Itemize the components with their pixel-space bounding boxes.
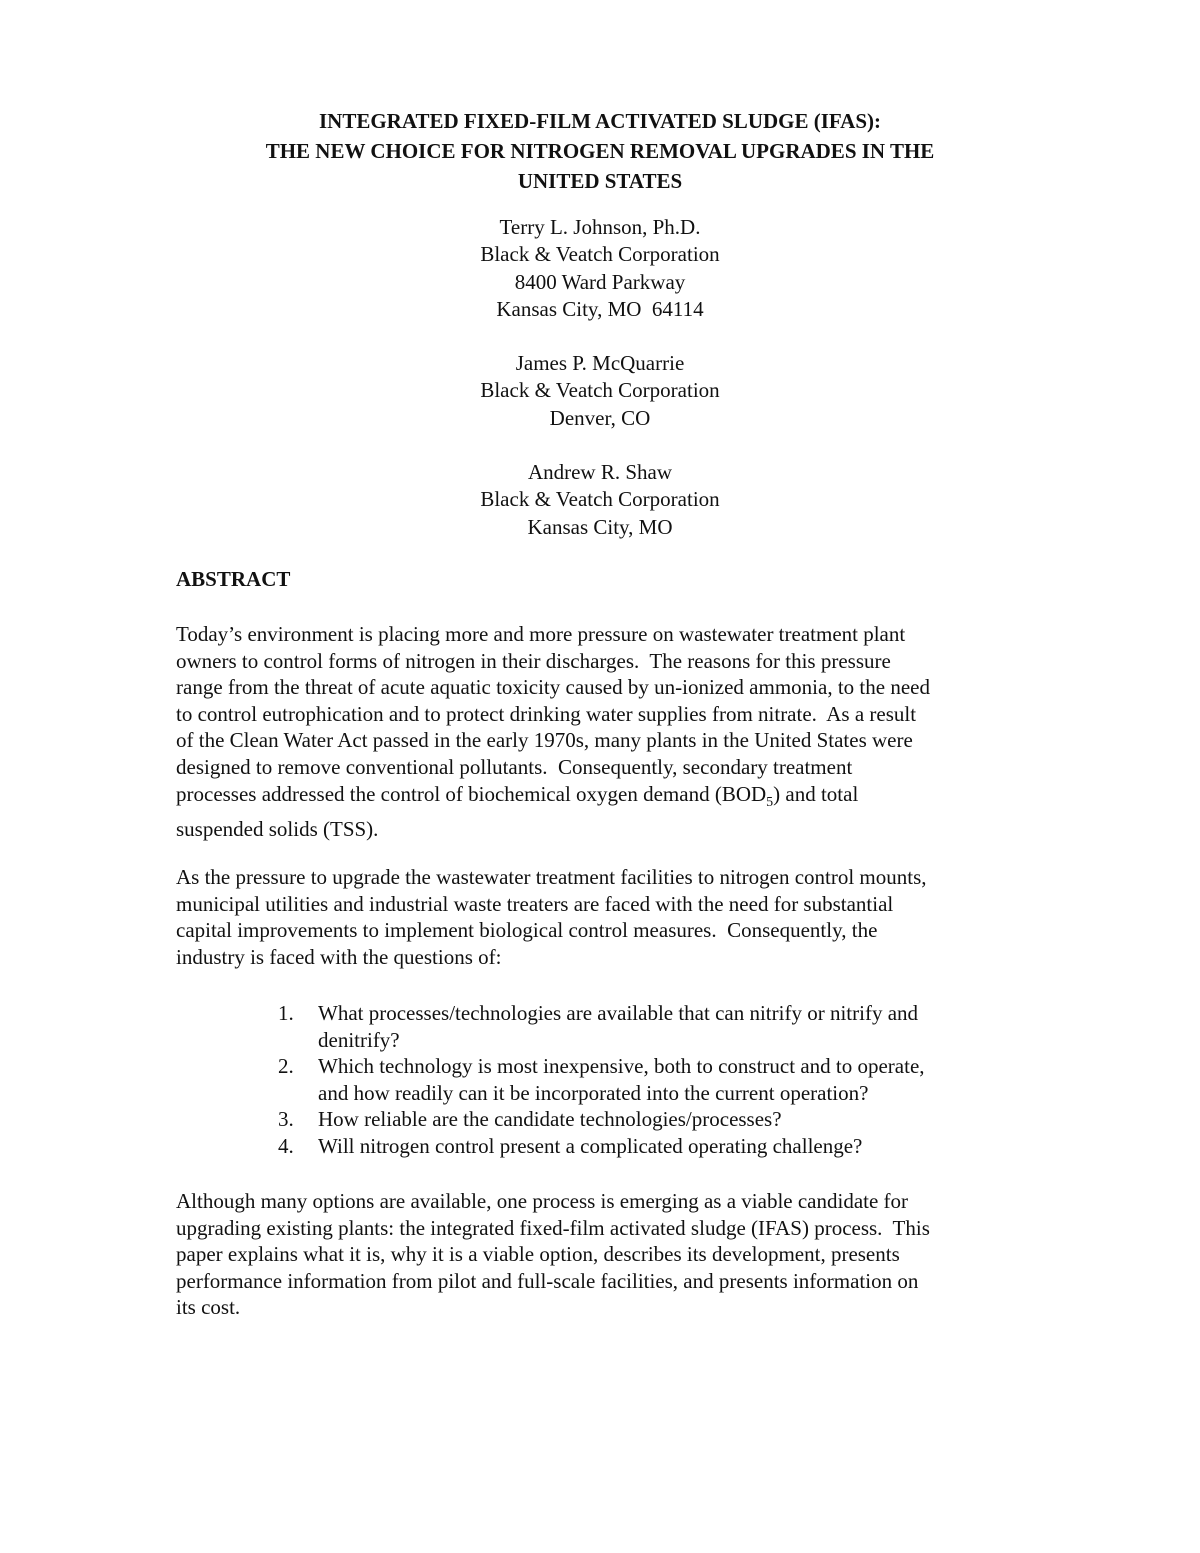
question-item [278,1133,1038,1160]
question-number: 1. [278,1001,294,1025]
question-text: Will nitrogen control present a complicated operating challenge? [318,1133,863,1158]
paragraph-line: municipal utilities and industrial waste treaters are faced with the need for substantial [176,891,894,916]
question-number: 3. [278,1107,294,1132]
author-city: Kansas City, MO 64114 [496,296,704,321]
paragraph-line: performance information from pilot and full-scale facilities, and presents information on [176,1268,919,1293]
bod-subscript: 5 [766,794,774,810]
paper-title [176,106,1024,196]
bod-text-before: processes addressed the control of biochemical oxygen demand (BOD [176,781,767,806]
question-item [278,1000,1038,1053]
author-organization: Black & Veatch Corporation [480,242,720,267]
title-line: UNITED STATES [517,169,683,193]
abstract-paragraph-1 [176,621,1036,843]
paragraph-line: designed to remove conventional pollutants. Consequently, secondary treatment [176,754,853,779]
author-city: Kansas City, MO [527,514,673,539]
author-address: 8400 Ward Parkway [514,269,686,294]
paragraph-line: upgrading existing plants: the integrated fixed-film activated sludge (IFAS) process. This [176,1215,930,1240]
title-line: INTEGRATED FIXED-FILM ACTIVATED SLUDGE (IFAS): [318,109,882,133]
question-text: How reliable are the candidate technologies/processes? [318,1107,782,1132]
abstract-paragraph-2 [176,864,1036,970]
author-block [176,350,1024,432]
questions-list [278,1000,1038,1160]
author-list [176,214,1024,568]
paragraph-line: As the pressure to upgrade the wastewater treatment facilities to nitrogen control mounts, [176,865,927,889]
paragraph-line: paper explains what it is, why it is a viable option, describes its development, presents [176,1242,900,1267]
paragraph-line: of the Clean Water Act passed in the early 1970s, many plants in the United States were [176,728,913,753]
author-organization: Black & Veatch Corporation [480,378,720,403]
title-line: THE NEW CHOICE FOR NITROGEN REMOVAL UPGRADES IN THE [265,139,935,163]
question-number: 2. [278,1054,294,1079]
paragraph-line [176,781,1036,817]
paragraph-line: Although many options are available, one process is emerging as a viable candidate for [176,1189,909,1213]
paragraph-line: suspended solids (TSS). [176,817,379,842]
question-item [278,1106,1038,1133]
paragraph-line: to control eutrophication and to protect drinking water supplies from nitrate. As a result [176,701,917,726]
author-name: Andrew R. Shaw [527,460,673,485]
paragraph-line: range from the threat of acute aquatic toxicity caused by un-ionized ammonia, to the need [176,675,930,700]
author-city: Denver, CO [549,405,651,430]
question-number: 4. [278,1133,294,1158]
author-name: Terry L. Johnson, Ph.D. [499,215,701,239]
question-text: What processes/technologies are available that can nitrify or nitrify and [318,1001,919,1025]
paragraph-line: its cost. [176,1295,241,1320]
author-organization: Black & Veatch Corporation [480,487,720,512]
question-item [278,1053,1038,1106]
question-text: denitrify? [318,1027,400,1052]
bod-text-after: ) and total [773,781,859,806]
paragraph-line: owners to control forms of nitrogen in their discharges. The reasons for this pressure [176,648,891,673]
abstract-heading: ABSTRACT [176,567,291,591]
question-text: Which technology is most inexpensive, both to construct and to operate, [318,1054,925,1079]
paragraph-line: capital improvements to implement biological control measures. Consequently, the [176,918,878,943]
abstract-paragraph-3 [176,1188,1036,1321]
author-block [176,459,1024,541]
paragraph-line: industry is faced with the questions of: [176,944,502,969]
paragraph-line: Today’s environment is placing more and more pressure on wastewater treatment plant [176,622,906,646]
author-block [176,214,1024,323]
question-text: and how readily can it be incorporated into the current operation? [318,1080,869,1105]
author-name: James P. McQuarrie [515,351,685,376]
